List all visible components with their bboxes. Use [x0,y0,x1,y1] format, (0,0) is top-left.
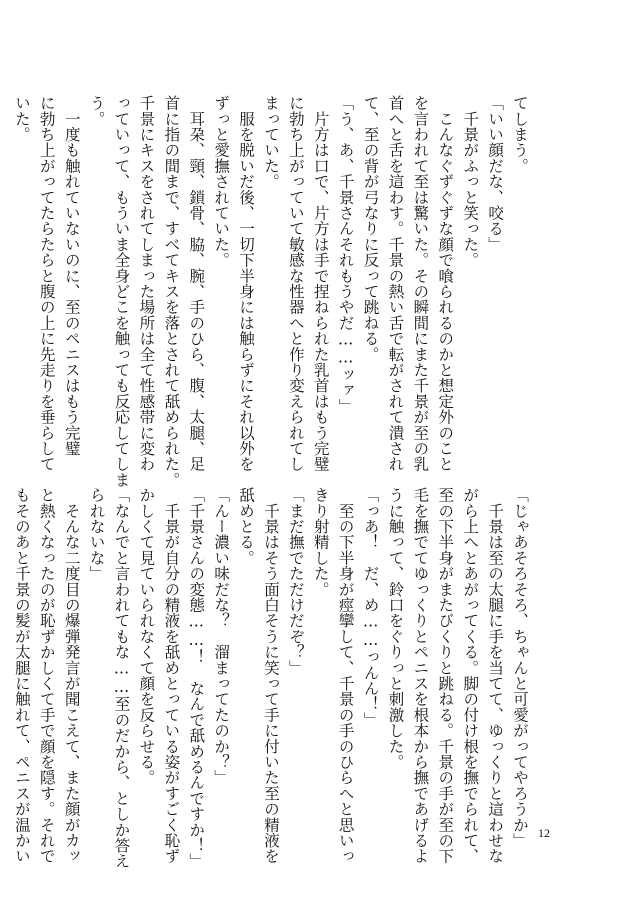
text-line: 「千景さんの変態……！ なんで舐めるんですか！」 [187,487,206,869]
text-line: 「なんでと言われてもな……至のだから、としか答え [112,487,131,869]
text-line: 「んー濃い味だな？ 溜まってたのか？」 [212,487,231,786]
text-line: 首に指の間まで、すべてキスを落とされて舐められた。 [162,95,181,488]
text-line: 毛を撫でてゆっくりとペニスを根本から撫であげるよ [411,487,430,864]
text-line: 千景が自分の精液を舐めとっている姿がすごく恥ず [162,487,181,864]
text-line: に勃ち上がっていて敏感な性器へと作り変えられてし [286,95,305,472]
text-line: を言われて至は驚いた。その瞬間にまた千景が至の乳 [411,95,430,472]
text-line: てしまう。 [511,95,529,174]
text-line: 耳朶、頸、鎖骨、脇、腕、手のひら、腹、太腿、足 [187,95,206,472]
text-line: かしくて見ていられなくて顔を反らせる。 [137,487,156,786]
text-line: いた。 [12,95,31,143]
text-line: っていって、もういま全身どこを触っても反応してしま [112,95,131,488]
text-line: 「いい顔だな、咬る」 [486,95,505,252]
text-line: きり射精した。 [311,487,330,597]
text-line: 至の下半身がまたびくりと跳ねる。千景の手が至の下 [436,487,455,864]
text-line: られないな」 [87,487,106,582]
text-line: 首へと舌を這わす。千景の熱い舌で転がされて潰され [386,95,405,472]
text-block-top [12,95,532,488]
text-line: 千景はそう面白そうに笑って手に付いた至の精液を [261,487,280,864]
text-line: 「まだ撫でただけだぞ？」 [286,487,305,676]
text-line: 千景がふっと笑った。 [461,95,480,268]
text-line: こんなぐずぐずな顔で喰られるのかと想定外のこと [436,95,455,472]
text-line: うに触って、鈴口をぐりっと刺激した。 [386,487,405,770]
text-line: 「う、あ、千景さんそれもうやだ……ッァ」 [336,95,355,414]
text-line: て、至の背が弓なりに反って跳ねる。 [361,95,380,362]
text-block-bottom [12,487,532,869]
text-line: そんな二度目の爆弾発言が聞こえて、また顔がカッ [62,487,81,864]
text-line: う。 [87,95,106,127]
text-line: 一度も触れていないのに、至のペニスはもう完璧 [62,95,81,457]
page-number: 12 [538,826,550,840]
text-line: 「じゃあそろそろ、ちゃんと可愛がってやろうか」 [511,487,529,849]
text-line: に勃ち上がってたらたらと腹の上に先走りを垂らして [37,95,56,472]
text-line: まっていた。 [261,95,280,190]
text-line: 片方は口で、片方は手で捏ねられた乳首はもう完璧 [311,95,330,472]
text-line: もそのあと千景の髪が太腿に触れて、ペニスが温かい [12,487,31,864]
text-line: がら上へとあがってくる。脚の付け根を撫でられて、 [461,487,480,864]
text-line: 千景は至の太腿に手を当てて、ゆっくりと這わせな [486,487,505,864]
text-line: 至の下半身が痙攣して、千景の手のひらへと思いっ [336,487,355,864]
text-line: 舐めとる。 [237,487,256,566]
text-line: 千景にキスをされてしまった場所は全て性感帯に変わ [137,95,156,472]
text-line: ずっと愛撫されていた。 [212,95,231,268]
text-line: 服を脱いだ後、一切下半身には触らずにそれ以外を [237,95,256,472]
text-line: 「っあ！ だ、め……っんん！」 [361,487,380,728]
text-line: と熱くなったのが恥ずかしくて手で顔を隠す。それで [37,487,56,864]
